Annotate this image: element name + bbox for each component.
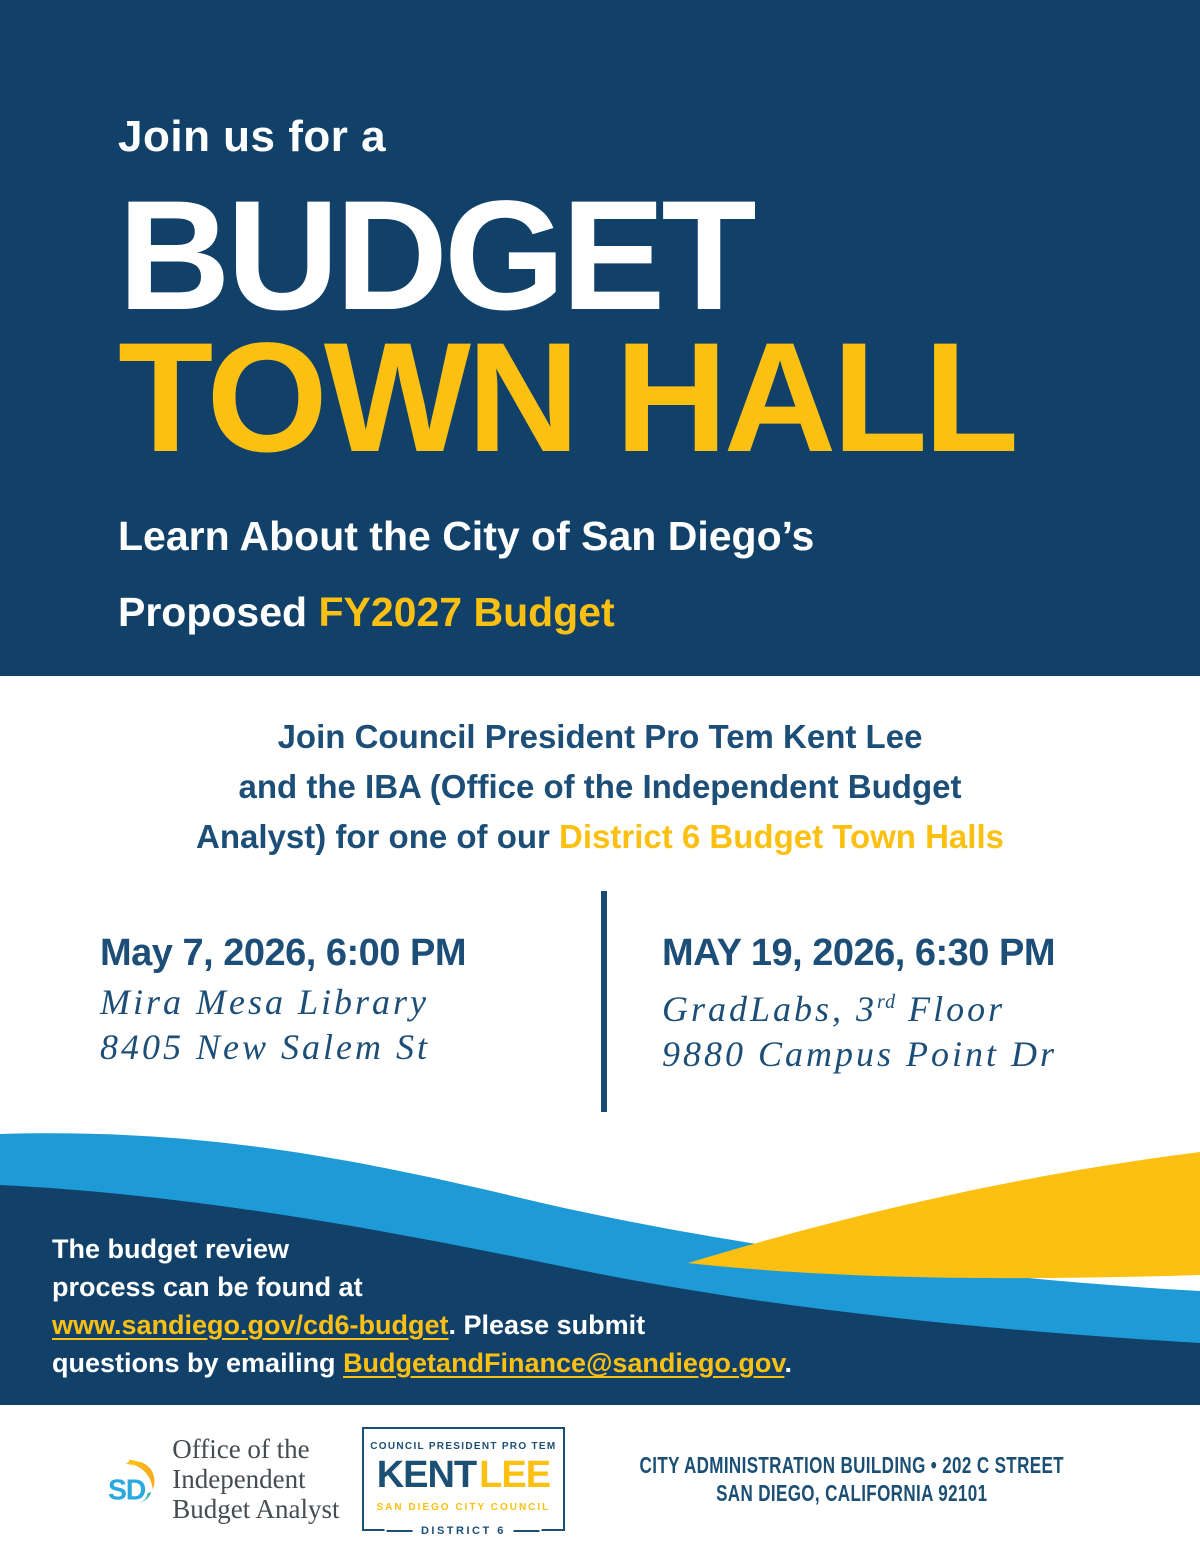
footer xyxy=(0,1405,1200,1553)
intro-line2: and the IBA (Office of the Independent Budget xyxy=(238,768,962,805)
badge-council-label: SAN DIEGO CITY COUNCIL xyxy=(376,1501,551,1513)
iba-org-line1: Office of the xyxy=(172,1434,310,1464)
address-line2: SAN DIEGO, CALIFORNIA 92101 xyxy=(715,1480,987,1506)
district-rule-left xyxy=(387,1530,413,1532)
notice-line3-suffix: . Please submit xyxy=(448,1310,646,1340)
intro-highlight: District 6 Budget Town Halls xyxy=(559,818,1004,855)
badge-district-label xyxy=(385,1525,542,1537)
event2-datetime: MAY 19, 2026, 6:30 PM xyxy=(662,932,1055,974)
budget-process-link[interactable]: www.sandiego.gov/cd6-budget xyxy=(52,1310,449,1340)
badge-first-name: KENT xyxy=(376,1454,477,1497)
badge-pro-tem-label: COUNCIL PRESIDENT PRO TEM xyxy=(370,1441,557,1453)
notice-line4-prefix: questions by emailing xyxy=(52,1348,344,1378)
event2-address: 9880 Campus Point Dr xyxy=(662,1034,1058,1074)
subtitle-line2: Proposed xyxy=(118,589,319,635)
district-text: DISTRICT 6 xyxy=(420,1524,506,1537)
event-card-may19 xyxy=(600,876,1200,1125)
iba-org-line2: Independent Budget Analyst xyxy=(172,1464,340,1524)
event-card-may7 xyxy=(0,876,600,1125)
event1-venue: Mira Mesa Library xyxy=(100,982,429,1022)
notice-line1: The budget review xyxy=(52,1234,290,1264)
notice-line4-suffix: . xyxy=(784,1348,792,1378)
hero-section xyxy=(0,0,1200,676)
sd-logo-icon xyxy=(108,1438,156,1520)
event2-venue-ordinal: rd xyxy=(877,991,897,1013)
district-rule-right xyxy=(514,1530,540,1532)
hero-title-town-hall: TOWN HALL xyxy=(118,311,1015,485)
iba-logo-block xyxy=(108,1434,362,1524)
badge-last-name: LEE xyxy=(479,1454,551,1497)
hero-kicker: Join us for a xyxy=(118,112,387,161)
notice-line4 xyxy=(52,1344,792,1382)
subtitle-highlight: FY2027 Budget xyxy=(318,589,615,635)
hero-subtitle xyxy=(118,498,1200,650)
intro-paragraph xyxy=(0,676,1200,876)
intro-line3: Analyst) for one of our xyxy=(196,818,560,855)
event2-venue-text: GradLabs, 3 xyxy=(662,989,878,1029)
subtitle-line1: Learn About the City of San Diego’s xyxy=(118,513,815,559)
vertical-divider xyxy=(601,891,607,1112)
event1-datetime: May 7, 2026, 6:00 PM xyxy=(100,932,466,974)
footer-address xyxy=(639,1451,1063,1507)
notice-line2: process can be found at xyxy=(52,1272,363,1302)
wave-footer-section xyxy=(0,1125,1200,1405)
email-link[interactable]: BudgetandFinance@sandiego.gov xyxy=(343,1348,785,1378)
iba-org-name xyxy=(172,1434,362,1524)
badge-name xyxy=(370,1456,556,1495)
event2-venue-suffix: Floor xyxy=(896,989,1006,1029)
budget-notice xyxy=(52,1230,792,1382)
intro-line1: Join Council President Pro Tem Kent Lee xyxy=(277,718,923,755)
notice-line3 xyxy=(52,1306,792,1344)
event1-address: 8405 New Salem St xyxy=(100,1027,430,1067)
sd-logo-text: SD xyxy=(108,1474,146,1507)
kent-lee-badge xyxy=(362,1427,564,1537)
address-line1: CITY ADMINISTRATION BUILDING • 202 C STREET xyxy=(639,1452,1064,1478)
events-section xyxy=(0,876,1200,1125)
hero-title-budget: BUDGET xyxy=(118,169,753,343)
event2-venue xyxy=(662,980,1200,1032)
